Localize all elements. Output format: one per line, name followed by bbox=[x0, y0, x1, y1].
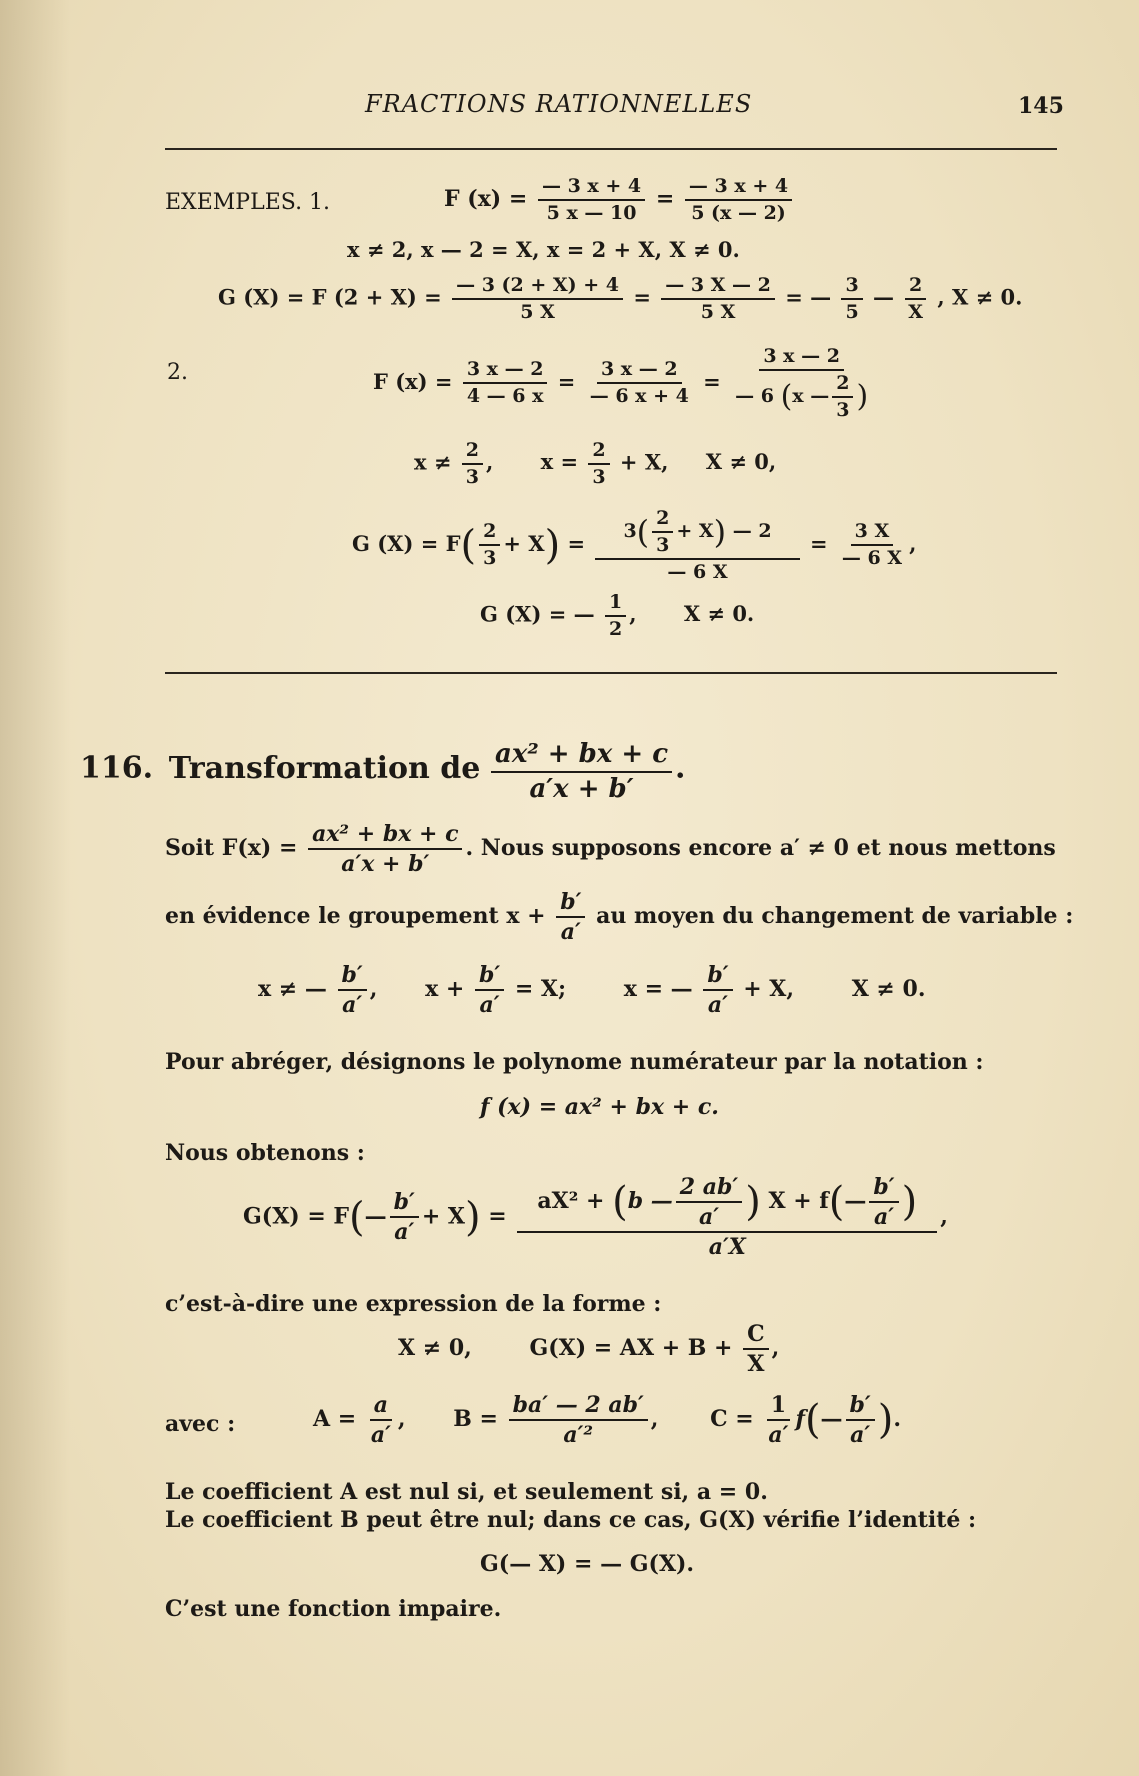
running-header: FRACTIONS RATIONNELLES bbox=[365, 90, 753, 118]
para-forme: c’est-à-dire une expression de la forme : bbox=[165, 1291, 662, 1317]
f-definition: f (x) = ax² + bx + c. bbox=[480, 1094, 719, 1120]
odd-identity: G(— X) = — G(X). bbox=[480, 1551, 695, 1577]
examples-rule bbox=[165, 672, 1057, 674]
section-heading: 116. Transformation de $\frac{\text{ax² + bx + c}}{a'x + b'}$ . bbox=[80, 739, 686, 804]
para-coef-b: Le coefficient B peut être nul; dans ce cas, G(X) vérifie l’identité : bbox=[165, 1507, 977, 1533]
ex2-conditions: x ≠ $\frac{2}{3}$ , x = $\frac{2}{3}$ + X, X ≠ 0, bbox=[414, 439, 777, 488]
para-impaire: C’est une fonction impaire. bbox=[165, 1596, 502, 1622]
page-gutter-shadow bbox=[0, 0, 70, 1776]
ex1-f-equation: F (x) = $\frac{— 3 x + 4}{5 x — 10}$ = $\frac{— 3 x + 4}{5 (x — 2)}$ bbox=[444, 176, 795, 224]
ex2-g-equation: G (X) = F( $\frac{2}{3}$ + X) = 3( $\frac{2}{3}$ + X) — 2 — 6 X = $\frac{3 X}{— 6 X}$ , bbox=[352, 507, 917, 583]
ex2-f-equation: F (x) = $\frac{3 x — 2}{4 — 6 x}$ = $\frac{3 x — 2}{— 6 x + 4}$ = 3 x — 2 — 6 (x — $\frac{2}{3}$ ) bbox=[373, 345, 869, 421]
para-abreger: Pour abréger, désignons le polynome numérateur par la notation : bbox=[165, 1049, 984, 1075]
ex2-result: G (X) = — $\frac{1}{2}$ , X ≠ 0. bbox=[480, 591, 755, 640]
coefficients: A = $\frac{a}{a'}$ , B = $\frac{ba' — 2 ab'}{\text{a′²}}$ , C = $\frac{1}{a'}$ f(— $\frac{b'}{a'}$ ). bbox=[313, 1392, 902, 1449]
examples-label: EXEMPLES. 1. bbox=[165, 190, 331, 215]
change-of-variable: x ≠ — $\frac{b'}{a'}$ , x + $\frac{b'}{a'}$ = X; x = — $\frac{b'}{a'}$ + X, X ≠ 0. bbox=[258, 962, 926, 1019]
ex1-g-equation: G (X) = F (2 + X) = $\frac{— 3 (2 + X) + 4}{5 X}$ = $\frac{— 3 X — 2}{5 X}$ = — $\frac{3}{5}$ — $\frac{2}{X}$ , X ≠ 0. bbox=[218, 274, 1023, 323]
avec-label: avec : bbox=[165, 1411, 236, 1437]
para-soit: Soit F(x) = $\frac{\text{ax² + bx + c}}{a'x + b'}$ . Nous supposons encore a′ ≠ 0 et nous mettons bbox=[165, 821, 1056, 878]
para-obtenons: Nous obtenons : bbox=[165, 1140, 365, 1166]
form-equation: X ≠ 0, G(X) = AX + B + $\frac{C}{X}$ , bbox=[398, 1321, 780, 1378]
para-groupement: en évidence le groupement x + $\frac{b'}{a'}$ au moyen du changement de variable : bbox=[165, 889, 1074, 946]
ex1-condition: x ≠ 2, x — 2 = X, x = 2 + X, X ≠ 0. bbox=[347, 237, 740, 262]
page-number: 145 bbox=[1018, 93, 1064, 119]
g-expression: G(X) = F(— $\frac{b'}{a'}$ + X) = aX² + (b — $\frac{2 ab'}{a'}$ ) X + f(— $\frac{b'}{a'}$ ) a′X , bbox=[243, 1174, 948, 1261]
header-rule bbox=[165, 148, 1057, 150]
ex2-label: 2. bbox=[167, 360, 188, 385]
para-coef-a: Le coefficient A est nul si, et seulement si, a = 0. bbox=[165, 1479, 768, 1505]
